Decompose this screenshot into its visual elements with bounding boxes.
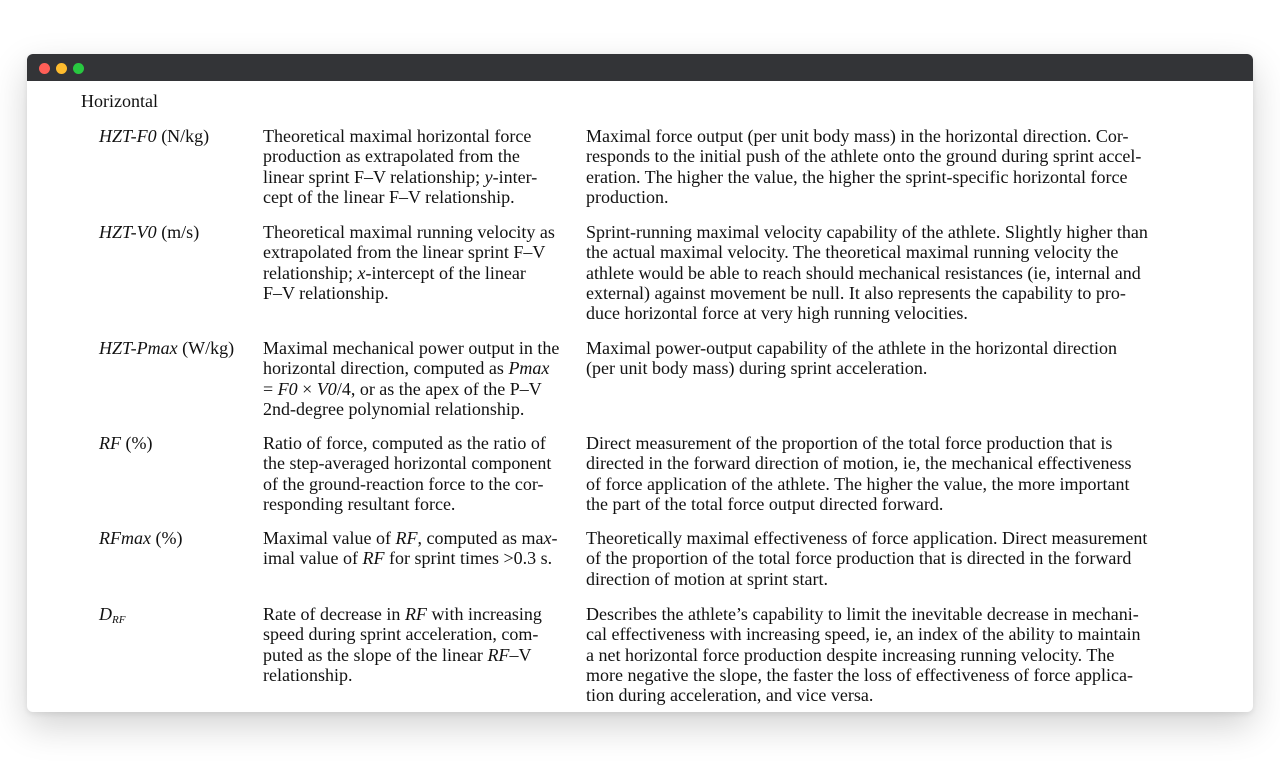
document-window (27, 54, 1253, 712)
cell-text-line: Rate of decrease in RF with increasing (263, 604, 542, 624)
cell-text-line: more negative the slope, the faster the loss of effectiveness of force applica- (586, 664, 1133, 685)
cell-text-line: Sprint-running maximal velocity capability of the athlete. Slightly higher than (586, 222, 1148, 242)
cell-text-line: Direct measurement of the proportion of the total force production that is (586, 433, 1113, 453)
cell-text-line: Ratio of force, computed as the ratio of (263, 433, 546, 453)
cell-text-line: production as extrapolated from the (263, 146, 520, 167)
variable-abbreviation: RF (99, 433, 121, 453)
variable-term (99, 338, 234, 358)
cell-text-line: direction of motion at sprint start. (586, 568, 828, 589)
cell-text-line: Maximal force output (per unit body mass) in the horizontal direction. Cor- (586, 126, 1129, 146)
variable-abbreviation: HZT-Pmax (99, 338, 178, 358)
close-window-icon[interactable] (39, 63, 50, 74)
cell-text-line: Theoretical maximal running velocity as (263, 222, 555, 242)
definition-cell (263, 338, 581, 419)
zoom-window-icon[interactable] (73, 63, 84, 74)
variable-unit: (%) (155, 528, 183, 548)
cell-text-line: imal value of RF for sprint times >0.3 s. (263, 548, 553, 569)
minimize-window-icon[interactable] (56, 63, 67, 74)
cell-text-line: Maximal power-output capability of the athlete in the horizontal direction (586, 338, 1117, 358)
cell-text-line: responding resultant force. (263, 493, 456, 514)
cell-text-line: cal effectiveness with increasing speed, ie, an index of the ability to maintain (586, 624, 1141, 645)
variable-term (99, 126, 209, 146)
window-titlebar (27, 54, 1253, 81)
cell-text-line: tion during acceleration, and vice versa. (586, 685, 874, 706)
variable-unit: (N/kg) (161, 126, 210, 146)
cell-text-line: relationship; x-intercept of the linear (263, 262, 526, 283)
definition-cell (263, 433, 581, 514)
cell-text-line: 2nd-degree polynomial relationship. (263, 398, 525, 419)
practical-meaning-cell (586, 433, 1186, 514)
variable-term (99, 433, 152, 453)
cell-text-line: eration. The higher the value, the higher the sprint-specific horizontal force (586, 166, 1128, 187)
practical-meaning-cell (586, 604, 1186, 705)
cell-text-line: Describes the athlete’s capability to limit the inevitable decrease in mechani- (586, 604, 1139, 624)
variable-unit: (W/kg) (182, 338, 235, 358)
cell-text-line: linear sprint F–V relationship; y-inter- (263, 166, 538, 187)
cell-text-line: Maximal value of RF, computed as max- (263, 528, 558, 548)
cell-text-line: cept of the linear F–V relationship. (263, 186, 515, 207)
variable-unit: (m/s) (161, 222, 200, 242)
cell-text-line: F–V relationship. (263, 282, 389, 303)
definition-cell (263, 126, 581, 207)
cell-text-line: of the proportion of the total force production that is directed in the forward (586, 548, 1132, 569)
variable-term (99, 604, 125, 630)
variable-abbreviation: D (99, 604, 112, 624)
cell-text-line: puted as the slope of the linear RF–V (263, 644, 532, 665)
practical-meaning-cell (586, 338, 1186, 379)
practical-meaning-cell (586, 222, 1186, 323)
cell-text-line: duce horizontal force at very high running velocities. (586, 303, 968, 324)
cell-text-line: = F0 × V0/4, or as the apex of the P–V (263, 378, 542, 399)
cell-text-line: Maximal mechanical power output in the (263, 338, 560, 358)
practical-meaning-cell (586, 126, 1186, 207)
variable-abbreviation: HZT-V0 (99, 222, 157, 242)
cell-text-line: a net horizontal force production despite increasing running velocity. The (586, 644, 1115, 665)
cell-text-line: (per unit body mass) during sprint acceleration. (586, 358, 928, 379)
cell-text-line: horizontal direction, computed as Pmax (263, 358, 550, 379)
cell-text-line: athlete would be able to reach should mechanical resistances (ie, internal and (586, 262, 1141, 283)
practical-meaning-cell (586, 528, 1186, 589)
cell-text-line: Theoretically maximal effectiveness of force application. Direct measurement (586, 528, 1148, 548)
cell-text-line: external) against movement be null. It also represents the capability to pro- (586, 282, 1126, 303)
cell-text-line: directed in the forward direction of motion, ie, the mechanical effectiveness (586, 453, 1132, 474)
section-heading: Horizontal (81, 91, 158, 111)
variable-term (99, 222, 199, 242)
definition-cell (263, 604, 581, 685)
variable-term (99, 528, 182, 548)
cell-text-line: Theoretical maximal horizontal force (263, 126, 532, 146)
definition-cell (263, 222, 581, 303)
cell-text-line: the actual maximal velocity. The theoretical maximal running velocity the (586, 242, 1119, 263)
cell-text-line: relationship. (263, 664, 353, 685)
variable-abbreviation: RFmax (99, 528, 151, 548)
cell-text-line: speed during sprint acceleration, com- (263, 624, 539, 645)
cell-text-line: of the ground-reaction force to the cor- (263, 473, 544, 494)
cell-text-line: the step-averaged horizontal component (263, 453, 552, 474)
cell-text-line: extrapolated from the linear sprint F–V (263, 242, 546, 263)
variable-unit: (%) (125, 433, 153, 453)
variable-subscript: RF (112, 614, 126, 626)
definition-cell (263, 528, 581, 569)
cell-text-line: responds to the initial push of the athlete onto the ground during sprint accel- (586, 146, 1142, 167)
cell-text-line: production. (586, 186, 669, 207)
cell-text-line: the part of the total force output directed forward. (586, 493, 944, 514)
cell-text-line: of force application of the athlete. The higher the value, the more important (586, 473, 1130, 494)
variable-abbreviation: HZT-F0 (99, 126, 157, 146)
